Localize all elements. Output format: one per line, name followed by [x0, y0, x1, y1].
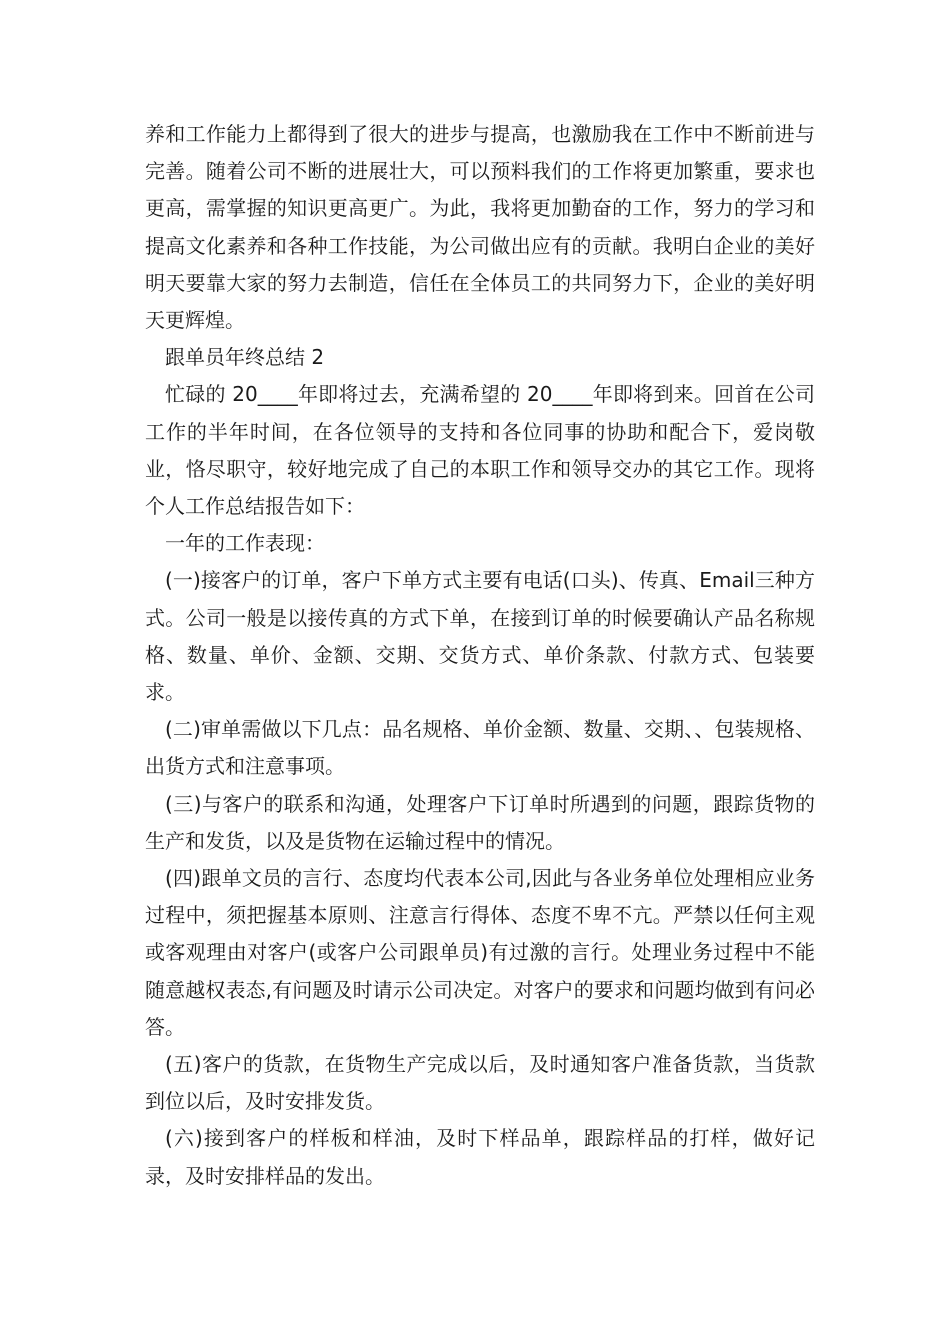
paragraph-intro: 忙碌的 20____年即将过去，充满希望的 20____年即将到来。回首在公司工作的半年时间，在各位领导的支持和各位同事的协助和配合下，爱岗敬业，恪尽职守，较好地完成了自己的本职工作和领导交办的其它工作。现将个人工作总结报告如下： [145, 382, 815, 519]
paragraph-item-3: (三)与客户的联系和沟通，处理客户下订单时所遇到的问题，跟踪货物的生产和发货，以及是货物在运输过程中的情况。 [145, 791, 815, 853]
paragraph-item-4: (四)跟单文员的言行、态度均代表本公司,因此与各业务单位处理相应业务过程中，须把握基本原则、注意言行得体、态度不卑不亢。严禁以任何主观或客观理由对客户(或客户公司跟单员)有过激的言行。处理业务过程中不能随意越权表态,有问题及时请示公司决定。对客户的要求和问题均做到有问必答。 [145, 866, 815, 1039]
section-heading: 跟单员年终总结 2 [165, 345, 325, 370]
document-body [145, 116, 815, 1195]
paragraph-item-2: (二)审单需做以下几点：品名规格、单价金额、数量、交期、、包装规格、出货方式和注意事项。 [145, 717, 815, 779]
paragraph-continued: 养和工作能力上都得到了很大的进步与提高，也激励我在工作中不断前进与完善。随着公司不断的进展壮大，可以预料我们的工作将更加繁重，要求也更高，需掌握的知识更高更广。为此，我将更加勤奋的工作，努力的学习和提高文化素养和各种工作技能，为公司做出应有的贡献。我明白企业的美好明天要靠大家的努力去制造，信任在全体员工的共同努力下，企业的美好明天更辉煌。 [145, 122, 815, 333]
paragraph-item-6: (六)接到客户的样板和样油，及时下样品单，跟踪样品的打样，做好记录，及时安排样品的发出。 [145, 1126, 815, 1188]
paragraph-item-5: (五)客户的货款，在货物生产完成以后，及时通知客户准备货款，当货款到位以后，及时安排发货。 [145, 1052, 815, 1114]
paragraph-subheading: 一年的工作表现： [165, 531, 325, 556]
paragraph-item-1: (一)接客户的订单，客户下单方式主要有电话(口头)、传真、Email三种方式。公司一般是以接传真的方式下单，在接到订单的时候要确认产品名称规格、数量、单价、金额、交期、交货方式、单价条款、付款方式、包装要求。 [145, 568, 815, 705]
